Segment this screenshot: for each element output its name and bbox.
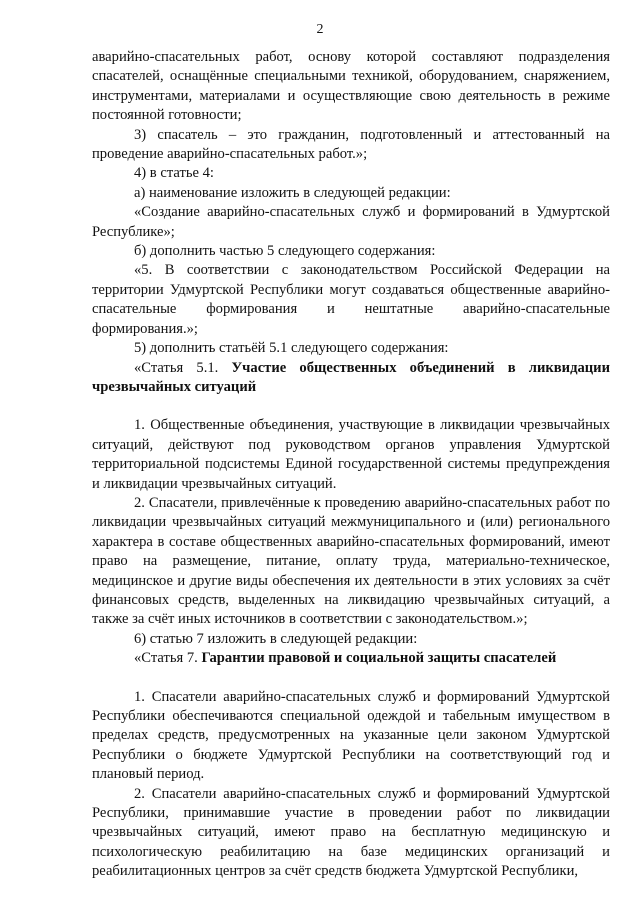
article-5-1-part-1: 1. Общественные объединения, участвующие в ликвидации чрезвычайных ситуаций, действуют под руководством органов управления Удмуртской территориальной подсистемы Единой государственной системы предупреждения и ликвидации чрезвычайных ситуаций. [92, 417, 610, 492]
paragraph-item-4: 4) в статье 4: [134, 165, 214, 182]
paragraph-new-title: «Создание аварийно-спасательных служб и формирований в Удмуртской Республике»; [92, 204, 610, 240]
document-body [92, 48, 610, 882]
article-5-1-number: «Статья 5.1. [134, 359, 219, 376]
paragraph-item-6: 6) статью 7 изложить в следующей редакции: [134, 630, 418, 647]
article-7-part-2: 2. Спасатели аварийно-спасательных служб и формирований Удмуртской Республики, принимавшие участие в проведении работ по ликвидации чрезвычайных ситуаций, имеют право на бесплатную медицинскую и психологическую реабилитацию на базе медицинских организаций и реабилитационных центров за счёт средств бюджета Удмуртской Республики, [92, 785, 610, 880]
article-7-heading [92, 649, 610, 668]
paragraph-part-5: «5. В соответствии с законодательством Российской Федерации на территории Удмуртской Республики могут создаваться общественные аварийно-спасательные формирования и нештатные аварийно-спасательные формирования.»; [92, 262, 610, 337]
paragraph-item-4b: б) дополнить частью 5 следующего содержания: [134, 243, 436, 260]
article-5-1-title: Участие общественных объединений в ликвидации чрезвычайных ситуаций [92, 359, 610, 395]
page-number: 2 [316, 22, 324, 37]
paragraph-item-5: 5) дополнить статьёй 5.1 следующего содержания: [134, 340, 449, 357]
paragraph-item-4a: а) наименование изложить в следующей редакции: [134, 184, 451, 201]
paragraph-continuation: аварийно-спасательных работ, основу которой составляют подразделения спасателей, оснащённые специальными техникой, оборудованием, снаряжением, инструментами, материалами и осуществляющие свою деятельность в режиме постоянной готовности; [92, 49, 610, 124]
article-5-1-heading [92, 359, 610, 398]
article-7-title: Гарантии правовой и социальной защиты спасателей [201, 650, 557, 667]
article-7-part-1: 1. Спасатели аварийно-спасательных служб и формирований Удмуртской Республики обеспечиваются специальной одеждой и табельным имуществом в пределах средств, предусмотренных на указанные цели законом Удмуртской Республики о бюджете Удмуртской Республики на соответствующий год и плановый период. [92, 688, 610, 783]
article-5-1-part-2: 2. Спасатели, привлечённые к проведению аварийно-спасательных работ по ликвидации чрезвычайных ситуаций межмуниципального и (или) регионального характера в составе общественных аварийно-спасательных формирований, имеют право на размещение, питание, оплату труда, материально-техническое, медицинское и другие виды обеспечения их деятельности в этих условиях за счёт финансовых средств, выделенных на ликвидацию чрезвычайных ситуаций, а также за счёт иных источников в соответствии с законодательством.»; [92, 494, 610, 628]
paragraph-item-3: 3) спасатель – это гражданин, подготовленный и аттестованный на проведение аварийно-спасательных работ.»; [92, 126, 610, 163]
article-7-number: «Статья 7. [134, 650, 198, 667]
